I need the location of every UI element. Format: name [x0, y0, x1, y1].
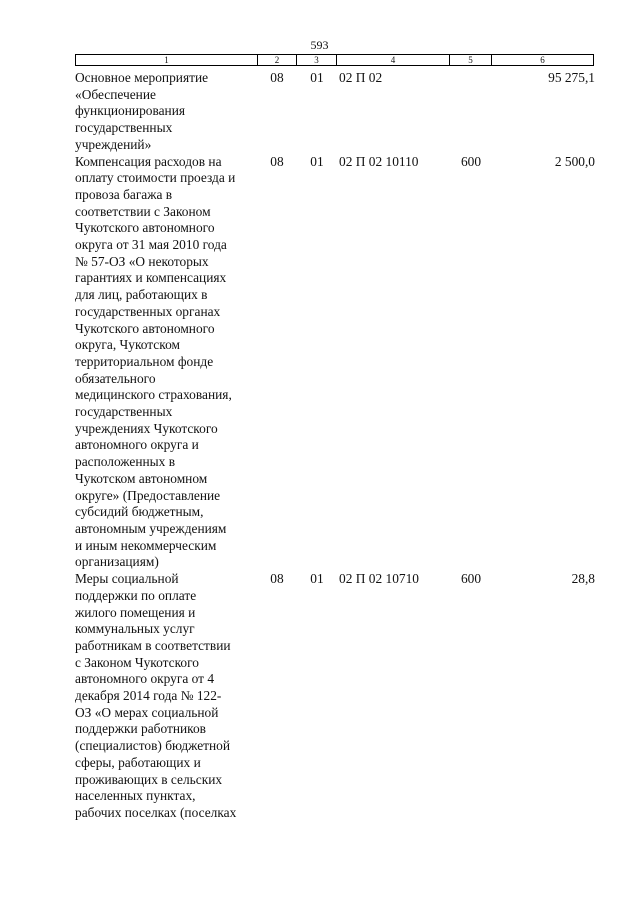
expense-type-code: 600 [460, 153, 482, 169]
row-description [75, 154, 257, 572]
column-number-6: 6 [492, 55, 594, 66]
subsection-code: 01 [310, 70, 324, 85]
description-line: рабочих поселках (поселках [75, 804, 237, 820]
section-code: 08 [270, 70, 284, 85]
subsection-code: 01 [310, 571, 324, 587]
description-line: с Законом Чукотского [75, 654, 199, 670]
column-number-3: 3 [297, 55, 337, 66]
description-line: населенных пунктах, [75, 788, 196, 804]
amount: 2 500,0 [554, 153, 595, 169]
column-header-row [76, 55, 594, 66]
target-article-code: 02 П 02 10710 [339, 571, 419, 587]
table-body [75, 70, 595, 822]
subsection-code: 01 [310, 153, 324, 169]
amount: 28,8 [571, 571, 595, 587]
description-line: учреждениях Чукотского [75, 420, 218, 436]
description-line: оплату стоимости проезда и [75, 170, 236, 186]
description-line: соответствии с Законом [75, 203, 211, 219]
description-line: ОЗ «О мерах социальной [75, 704, 219, 720]
description-line: для лиц, работающих в [75, 287, 208, 303]
description-line: (специалистов) бюджетной [75, 738, 231, 754]
description-line: Компенсация расходов на [75, 153, 222, 169]
description-line: округа, Чукотском [75, 337, 180, 353]
amount: 95 275,1 [548, 70, 595, 85]
description-line: государственных [75, 120, 173, 136]
description-line: и иным некоммерческим [75, 537, 217, 553]
description-line: «Обеспечение [75, 86, 156, 102]
description-line: округа от 31 мая 2010 года [75, 237, 227, 253]
column-number-1: 1 [76, 55, 258, 66]
description-line: работникам в соответствии [75, 637, 231, 653]
target-article-code: 02 П 02 10110 [339, 153, 419, 169]
description-line: гарантиях и компенсациях [75, 270, 227, 286]
table-row [75, 571, 595, 822]
description-line: автономным учреждениям [75, 520, 227, 536]
description-line: поддержки работников [75, 721, 207, 737]
description-line: Основное мероприятие [75, 70, 209, 85]
target-article-code: 02 П 02 [339, 70, 383, 85]
description-line: округе» (Предоставление [75, 487, 221, 503]
row-description [75, 70, 257, 154]
table-row [75, 154, 595, 572]
description-line: автономного округа от 4 [75, 671, 215, 687]
description-line: сферы, работающих и [75, 754, 201, 770]
description-line: жилого помещения и [75, 604, 196, 620]
description-line: Чукотского автономного [75, 320, 215, 336]
column-number-5: 5 [450, 55, 492, 66]
description-line: субсидий бюджетным, [75, 504, 204, 520]
description-line: провоза багажа в [75, 186, 173, 202]
page-number: 593 [310, 38, 329, 52]
description-line: коммунальных услуг [75, 621, 195, 637]
description-line: расположенных в [75, 454, 176, 470]
table-row [75, 70, 595, 154]
description-line: обязательного [75, 370, 156, 386]
description-line: медицинского страхования, [75, 387, 232, 403]
column-number-2: 2 [258, 55, 297, 66]
column-number-4: 4 [337, 55, 450, 66]
description-line: территориальном фонде [75, 353, 214, 369]
expense-type-code: 600 [460, 571, 482, 587]
section-code: 08 [270, 571, 284, 587]
description-line: государственных органах [75, 303, 221, 319]
description-line: автономного округа и [75, 437, 199, 453]
column-header-table [75, 54, 594, 66]
row-description [75, 571, 257, 822]
description-line: учреждений» [75, 136, 152, 152]
description-line: № 57-ОЗ «О некоторых [75, 253, 209, 269]
section-code: 08 [270, 153, 284, 169]
description-line: Меры социальной [75, 571, 179, 587]
description-line: поддержки по оплате [75, 587, 197, 603]
expense-type-code [451, 70, 491, 154]
description-line: организациям) [75, 554, 159, 570]
description-line: Чукотском автономном [75, 470, 208, 486]
description-line: декабря 2014 года № 122- [75, 688, 222, 704]
description-line: функционирования [75, 103, 186, 119]
description-line: проживающих в сельских [75, 771, 223, 787]
description-line: государственных [75, 404, 173, 420]
description-line: Чукотского автономного [75, 220, 215, 236]
